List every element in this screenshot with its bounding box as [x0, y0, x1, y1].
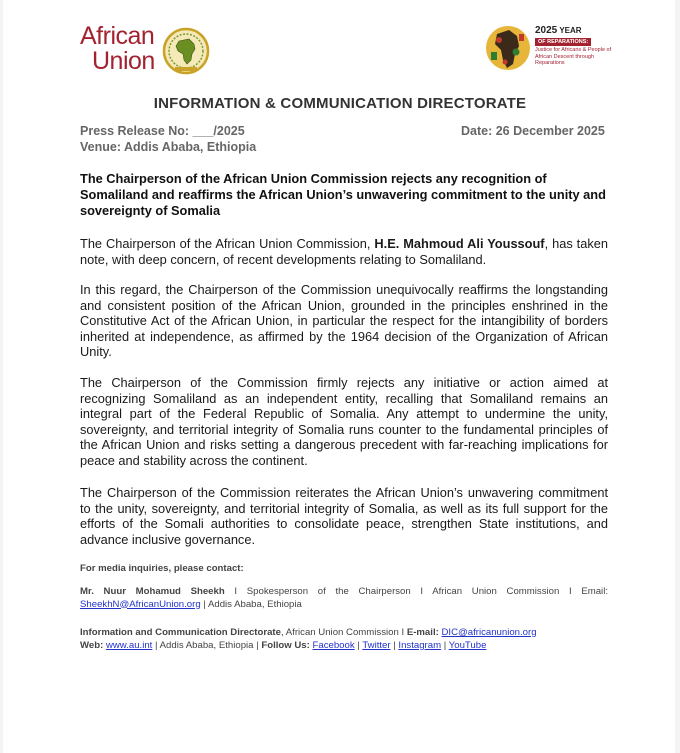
- reparations-pill: OF REPARATIONS:: [535, 38, 591, 46]
- spokesperson-name: Mr. Nuur Mohamud Sheekh: [80, 586, 225, 597]
- chairperson-name: H.E. Mahmoud Ali Youssouf: [374, 236, 545, 251]
- paragraph-1: The Chairperson of the African Union Commission, H.E. Mahmoud Ali Youssouf, has taken note, with deep concern, of recent developments relating to Somaliland.: [80, 236, 608, 267]
- directorate-email-link[interactable]: DIC@africanunion.org: [441, 627, 537, 638]
- release-date: Date: 26 December 2025: [461, 124, 605, 138]
- logo-text-line2: Union: [92, 47, 155, 75]
- directorate-heading: INFORMATION & COMMUNICATION DIRECTORATE: [153, 95, 527, 112]
- au-emblem-icon: [162, 27, 210, 75]
- instagram-link[interactable]: Instagram: [398, 639, 442, 651]
- reparations-subtitle: Justice for Africans & People of African Descent through Reparations: [535, 47, 612, 66]
- venue: Venue: Addis Ababa, Ethiopia: [80, 140, 257, 154]
- directorate-footer: Information and Communication Directorate, African Union Commission I E-mail: DIC@africanunion.org Web: www.au.int | Addis Ababa, Ethiopia | Follow Us: Facebook | Twitter | Instagram | YouTube: [80, 627, 537, 651]
- twitter-link[interactable]: Twitter: [362, 639, 391, 651]
- paragraph-3: The Chairperson of the Commission firmly rejects any initiative or action aimed at recognizing Somaliland as an independent entity, recalling that Somaliland remains an integral part of the Federal Republic of Somalia. Any attempt to undermine the unity, sovereignty, and territorial integrity of Somalia runs counter to the fundamental principles of the African Union and risks setting a dangerous precedent with far-reaching implications for peace and stability across the continent.: [80, 375, 608, 468]
- african-union-logo: [80, 24, 220, 76]
- year-of-reparations-logo: [483, 22, 623, 78]
- press-release-title: The Chairperson of the African Union Commission rejects any recognition of Somaliland and reaffirms the African Union’s unwavering commitment to the unity and sovereignty of Somalia: [80, 171, 606, 218]
- facebook-link[interactable]: Facebook: [312, 639, 355, 651]
- paragraph-2: In this regard, the Chairperson of the Commission unequivocally reaffirms the longstanding and consistent position of the African Union, grounded in the principles enshrined in the Constitutive Act of the African Union, in particular the respect for the intangibility of borders inherited at independence, as affirmed by the 1964 decision of the Organization of African Unity.: [80, 282, 608, 359]
- website-link[interactable]: www.au.int: [105, 639, 153, 651]
- spokesperson-contact: Mr. Nuur Mohamud Sheekh I Spokesperson of the Chairperson I African Union Commission I Email: SheekhN@AfricanUnion.org | Addis Ababa, Ethiopia: [80, 586, 608, 610]
- reparations-emblem-icon: [483, 22, 533, 74]
- paragraph-4: The Chairperson of the Commission reiterates the African Union’s unwavering commitment to the unity, sovereignty, and territorial integrity of Somalia, as well as its full support for the efforts of the Somali authorities to consolidate peace, strengthen State institutions, and advance inclusive governance.: [80, 485, 608, 547]
- youtube-link[interactable]: YouTube: [448, 639, 487, 651]
- press-release-number: Press Release No: ___/2025: [80, 124, 245, 138]
- logo-text-line1: African: [80, 22, 155, 50]
- year-label: 2025 YEAR: [535, 25, 582, 36]
- media-inquiries-heading: For media inquiries, please contact:: [80, 563, 244, 574]
- spokesperson-email-link[interactable]: SheekhN@AfricanUnion.org: [80, 598, 201, 610]
